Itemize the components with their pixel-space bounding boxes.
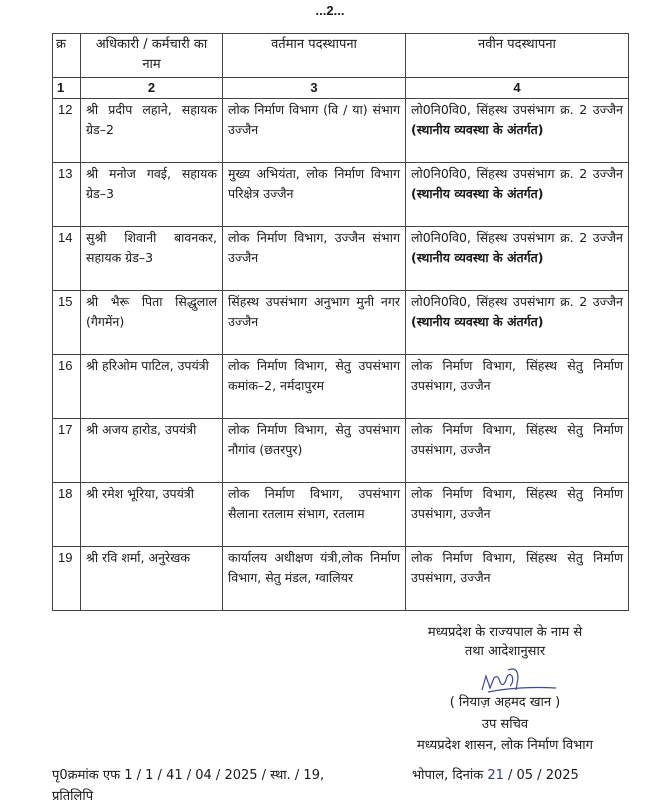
table-row [53, 483, 629, 547]
new-posting-office: लोक निर्माण विभाग, सिंहस्थ सेतु निर्माण उपसंभाग, उज्जैन [411, 422, 623, 457]
row-current-posting: लोक निर्माण विभाग, सेतु उपसंभाग कमांक–2, नर्मदापुरम [223, 355, 406, 419]
row-new-posting [406, 547, 629, 611]
header-serial: क्र [53, 34, 81, 78]
new-posting-note: (स्थानीय व्यवस्था के अंतर्गत) [411, 314, 544, 329]
new-posting-office: लोक निर्माण विभाग, सिंहस्थ सेतु निर्माण उपसंभाग, उज्जैन [411, 550, 623, 585]
table-row [53, 355, 629, 419]
row-serial: 15 [53, 291, 81, 355]
row-serial: 18 [53, 483, 81, 547]
row-employee-name: श्री भैरू पिता सिद्धुलाल (गैगमेंन) [81, 291, 223, 355]
new-posting-office: लोक निर्माण विभाग, सिंहस्थ सेतु निर्माण उपसंभाग, उज्जैन [411, 486, 623, 521]
row-serial: 17 [53, 419, 81, 483]
new-posting-note: (स्थानीय व्यवस्था के अंतर्गत) [411, 122, 544, 137]
row-new-posting [406, 355, 629, 419]
row-current-posting: लोक निर्माण विभाग, सेतु उपसंभाग नौगांव (छतरपुर) [223, 419, 406, 483]
column-number: 4 [406, 78, 629, 99]
table-row [53, 99, 629, 163]
row-current-posting: मुख्य अभियंता, लोक निर्माण विभाग परिक्षेत्र उज्जैन [223, 163, 406, 227]
date-prefix: भोपाल, दिनांक [412, 768, 484, 783]
table-header-row [53, 34, 629, 78]
row-new-posting [406, 227, 629, 291]
signatory-name: ( नियाज़ अहमद खान ) [449, 695, 561, 710]
row-employee-name: श्री प्रदीप लहाने, सहायक ग्रेड–2 [81, 99, 223, 163]
row-employee-name: श्री अजय हारोड, उपयंत्री [81, 419, 223, 483]
row-serial: 19 [53, 547, 81, 611]
authority-line-1: मध्यप्रदेश के राज्यपाल के नाम से [427, 625, 583, 640]
table-row [53, 419, 629, 483]
row-employee-name: श्री रमेश भूरिया, उपयंत्री [81, 483, 223, 547]
place-date [412, 765, 579, 783]
signatory-designation: उप सचिव [481, 717, 529, 732]
row-current-posting: लोक निर्माण विभाग, उज्जैन संभाग उज्जैन [223, 227, 406, 291]
table-row [53, 227, 629, 291]
row-current-posting: कार्यालय अधीक्षण यंत्री,लोक निर्माण विभाग, सेतु मंडल, ग्वालियर [223, 547, 406, 611]
row-current-posting: लोक निर्माण विभाग (वि / या) संभाग उज्जैन [223, 99, 406, 163]
new-posting-office: लो0नि0वि0, सिंहस्थ उपसंभाग क्र. 2 उज्जैन [411, 294, 623, 309]
header-current-posting: वर्तमान पदस्थापना [223, 34, 406, 78]
authority-line-2: तथा आदेशानुसार [464, 644, 546, 659]
table-row [53, 163, 629, 227]
signatory-department: मध्यप्रदेश शासन, लोक निर्माण विभाग [417, 738, 593, 753]
row-new-posting [406, 483, 629, 547]
row-serial: 16 [53, 355, 81, 419]
date-rest: / 05 / 2025 [508, 768, 579, 783]
row-serial: 13 [53, 163, 81, 227]
header-employee-name: अधिकारी / कर्मचारी का नाम [81, 34, 223, 78]
new-posting-office: लो0नि0वि0, सिंहस्थ उपसंभाग क्र. 2 उज्जैन [411, 166, 623, 181]
row-new-posting [406, 99, 629, 163]
table-row [53, 291, 629, 355]
new-posting-office: लो0नि0वि0, सिंहस्थ उपसंभाग क्र. 2 उज्जैन [411, 230, 623, 245]
row-new-posting [406, 163, 629, 227]
row-current-posting: सिंहस्थ उपसंभाग अनुभाग मुनी नगर उज्जैन [223, 291, 406, 355]
column-number: 3 [223, 78, 406, 99]
row-serial: 14 [53, 227, 81, 291]
page-marker: ...2... [315, 3, 345, 18]
row-serial: 12 [53, 99, 81, 163]
row-new-posting [406, 291, 629, 355]
row-employee-name: श्री मनोज गवई, सहायक ग्रेड–3 [81, 163, 223, 227]
row-new-posting [406, 419, 629, 483]
table-row [53, 547, 629, 611]
new-posting-office: लोक निर्माण विभाग, सिंहस्थ सेतु निर्माण उपसंभाग, उज्जैन [411, 358, 623, 393]
row-employee-name: सुश्री शिवानी बावनकर, सहायक ग्रेड–3 [81, 227, 223, 291]
column-number: 2 [81, 78, 223, 99]
new-posting-office: लो0नि0वि0, सिंहस्थ उपसंभाग क्र. 2 उज्जैन [411, 102, 623, 117]
reference-number: पृ0क्रमांक एफ 1 / 1 / 41 / 04 / 2025 / स्था. / 19, [52, 768, 325, 783]
row-employee-name: श्री रवि शर्मा, अनुरेखक [81, 547, 223, 611]
date-day: 21 [487, 768, 504, 783]
row-employee-name: श्री हरिओम पाटिल, उपयंत्री [81, 355, 223, 419]
copy-to-heading: प्रतिलिपि [52, 789, 94, 804]
new-posting-note: (स्थानीय व्यवस्था के अंतर्गत) [411, 186, 544, 201]
header-new-posting: नवीन पदस्थापना [406, 34, 629, 78]
row-current-posting: लोक निर्माण विभाग, उपसंभाग सैलाना रतलाम संभाग, रतलाम [223, 483, 406, 547]
column-number-row [53, 78, 629, 99]
column-number: 1 [53, 78, 81, 99]
handwritten-signature [478, 668, 558, 694]
new-posting-note: (स्थानीय व्यवस्था के अंतर्गत) [411, 250, 544, 265]
transfer-table [52, 33, 629, 611]
